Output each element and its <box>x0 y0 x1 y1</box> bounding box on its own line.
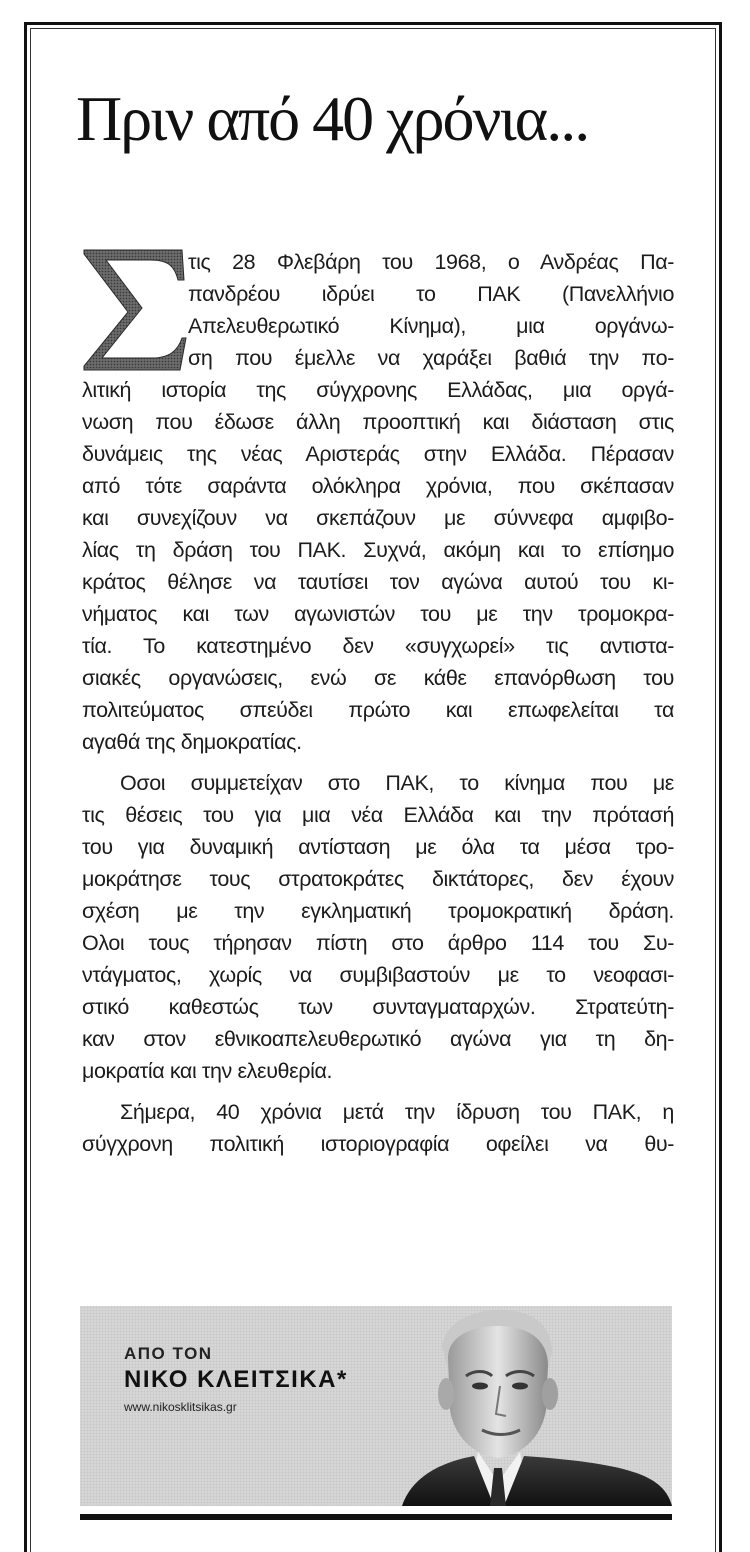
text-line: κράτος θέλησε να ταυτίσει τον αγώνα αυτού του κι- <box>82 570 674 594</box>
text-line: νήματος και των αγωνιστών του με την τρομοκρα- <box>82 602 674 626</box>
paragraph-3 <box>82 1096 674 1160</box>
text-line: ντάγματος, χωρίς να συμβιβαστούν με το νεοφασι- <box>82 963 674 987</box>
text-line: σύγχρονη πολιτική ιστοριογραφία οφείλει να θυ- <box>82 1132 674 1156</box>
byline-website-link[interactable]: www.nikosklitsikas.gr <box>124 1400 237 1414</box>
text-line: σχέση με την εγκληματική τρομοκρατική δράση. <box>82 899 674 923</box>
text-line: τία. Το κατεστημένο δεν «συγχωρεί» τις αντιστα- <box>82 634 674 658</box>
bottom-rule <box>80 1514 672 1520</box>
text-line: τις 28 Φλεβάρη του 1968, ο Ανδρέας Πα- <box>188 250 674 274</box>
article-body <box>82 246 674 1160</box>
text-line: Οσοι συμμετείχαν στο ΠΑΚ, το κίνημα που με <box>120 771 674 795</box>
byline-author-name: ΝΙΚΟ ΚΛΕΙΤΣΙΚΑ* <box>124 1366 348 1393</box>
text-line: πανδρέου ιδρύει το ΠΑΚ (Πανελλήνιο <box>188 282 674 306</box>
paragraph-2 <box>82 767 674 1087</box>
text-line: σιακές οργανώσεις, ενώ σε κάθε επανόρθωση του <box>82 666 674 690</box>
byline-from: ΑΠΟ ΤΟΝ <box>124 1344 213 1363</box>
text-line: πολιτεύματος σπεύδει πρώτο και επωφελείται τα <box>82 698 674 722</box>
text-line: λιτική ιστορία της σύγχρονης Ελλάδας, μια οργά- <box>82 378 674 402</box>
text-line: από τότε σαράντα ολόκληρα χρόνια, που σκέπασαν <box>82 474 674 498</box>
text-line: του για δυναμική αντίσταση με όλα τα μέσα τρο- <box>82 835 674 859</box>
text-line: νωση που έδωσε άλλη προοπτική και διάσταση στις <box>82 410 674 434</box>
text-line: Σήμερα, 40 χρόνια μετά την ίδρυση του ΠΑΚ, η <box>120 1100 674 1124</box>
headline: Πριν από 40 χρόνια... <box>76 83 589 154</box>
text-line: δυνάμεις της νέας Αριστεράς στην Ελλάδα. Πέρασαν <box>82 442 674 466</box>
text-line: καν στον εθνικοαπελευθερωτικό αγώνα για τη δη- <box>82 1027 674 1051</box>
text-line: στικό καθεστώς των συνταγματαρχών. Στρατεύτη- <box>82 995 674 1019</box>
byline-box <box>80 1306 672 1506</box>
text-line: Ολοι τους τήρησαν πίστη στο άρθρο 114 του Συ- <box>82 931 674 955</box>
text-line: λίας τη δράση του ΠΑΚ. Συχνά, ακόμη και το επίσημο <box>82 538 674 562</box>
text-line: αγαθά της δημοκρατίας. <box>82 730 302 754</box>
text-line: ση που έμελλε να χαράξει βαθιά την πο- <box>188 346 674 370</box>
text-line: και συνεχίζουν να σκεπάζουν με σύννεφα αμφιβο- <box>82 506 674 530</box>
text-line: μοκρατία και την ελευθερία. <box>82 1059 333 1083</box>
author-portrait <box>402 1306 672 1506</box>
text-line: μοκράτησε τους στρατοκράτες δικτάτορες, δεν έχουν <box>82 867 674 891</box>
paragraph-1 <box>82 246 674 758</box>
text-line: Απελευθερωτικό Κίνημα), μια οργάνω- <box>188 314 674 338</box>
text-line: τις θέσεις του για μια νέα Ελλάδα και την πρότασή <box>82 803 674 827</box>
